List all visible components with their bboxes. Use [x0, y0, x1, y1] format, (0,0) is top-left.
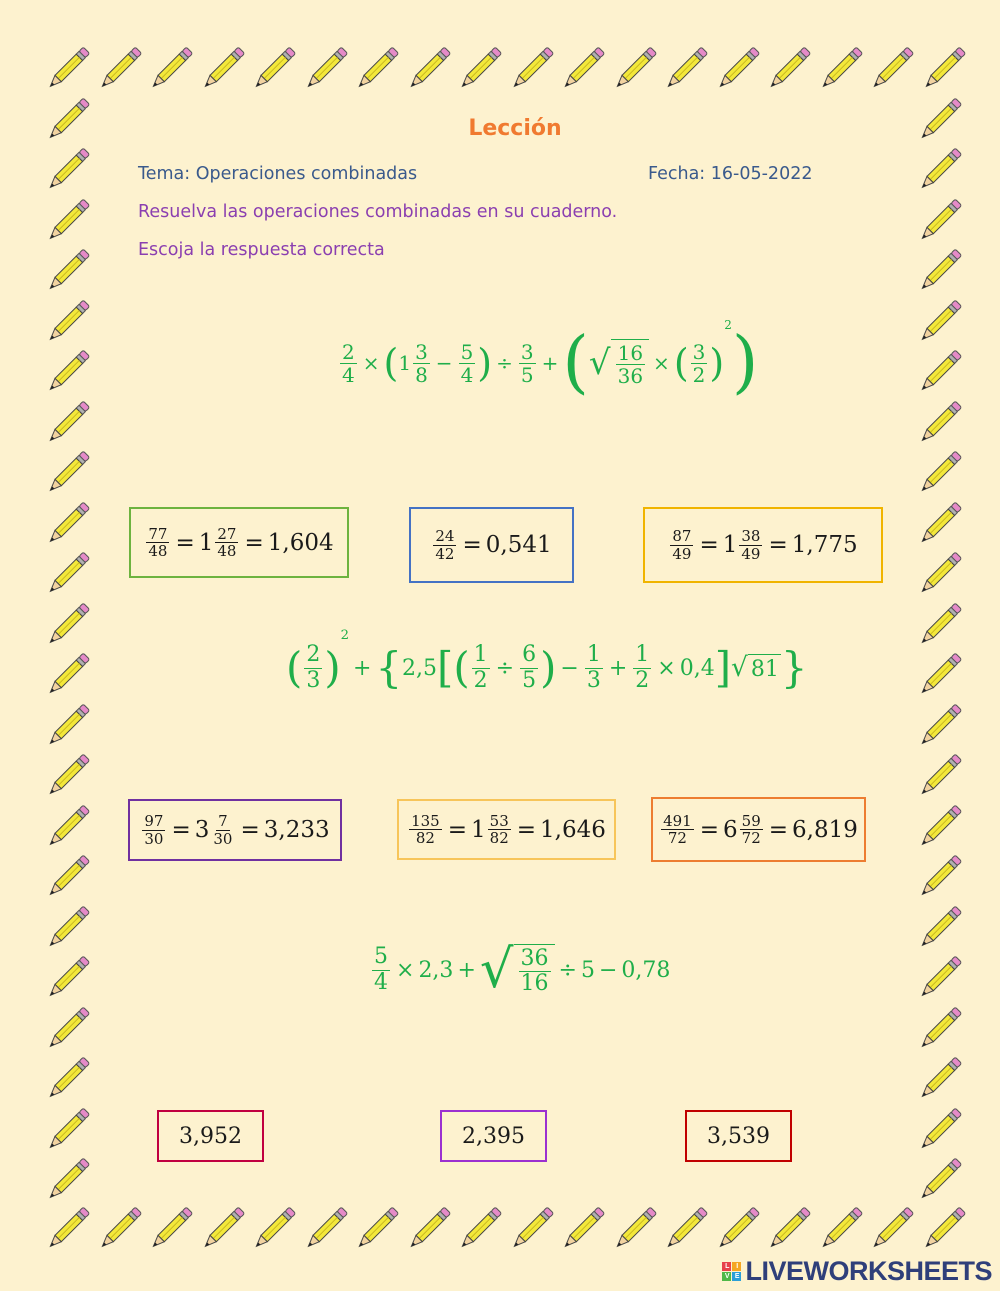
fraction: $\frac{3}{5}$ — [520, 339, 534, 387]
pencil-icon — [90, 1200, 148, 1258]
pencil-icon — [38, 242, 96, 300]
pencil-icon — [38, 40, 96, 98]
liveworksheets-logo — [722, 1256, 992, 1287]
pencil-icon — [910, 899, 968, 957]
pencil-icon — [38, 646, 96, 704]
pencil-icon — [656, 40, 714, 98]
pencil-icon — [502, 1200, 560, 1258]
pencil-icon — [296, 40, 354, 98]
fraction: $\frac{5}{4}$ — [460, 339, 474, 387]
pencil-icon — [910, 495, 968, 553]
exercise-3-expression: $\frac{5}{4}$ × 2,3 + √ $\frac{36}{16}$ ÷ 5 − 0,78 — [374, 939, 671, 1001]
exercise-1-expression: $\frac{2}{4}$ × ( 1 $\frac{3}{8}$ − $\frac{5}{4}$ ) ÷ $\frac{3}{5}$ + ( √ $\frac{16}{36}$ × ( $\frac{3}{2}$ ) 2 ) — [342, 318, 759, 402]
pencil-icon — [910, 343, 968, 401]
pencil-icon — [38, 899, 96, 957]
fraction: $\frac{1}{2}$ — [473, 642, 488, 693]
pencil-icon — [38, 1050, 96, 1108]
pencil-icon — [910, 192, 968, 250]
pencil-icon — [38, 545, 96, 603]
answer-option-1-2[interactable]: $\frac{24}{42}$ = 0,541 — [409, 507, 574, 583]
pencil-icon — [910, 1101, 968, 1159]
fraction: $\frac{2}{4}$ — [342, 339, 355, 387]
pencil-icon — [347, 40, 405, 98]
pencil-icon — [38, 798, 96, 856]
pencil-icon — [759, 40, 817, 98]
pencil-icon — [910, 798, 968, 856]
fraction: $\frac{2}{3}$ — [306, 642, 321, 693]
pencil-icon — [38, 444, 96, 502]
pencil-icon — [862, 40, 920, 98]
pencil-icon — [244, 40, 302, 98]
fraction: $\frac{3}{8}$ — [415, 339, 428, 387]
pencil-icon — [910, 394, 968, 452]
pencil-icon — [910, 545, 968, 603]
pencil-icon — [38, 747, 96, 805]
pencil-icon — [38, 293, 96, 351]
pencil-icon — [553, 40, 611, 98]
pencil-icon — [141, 40, 199, 98]
pencil-icon — [910, 242, 968, 300]
pencil-icon — [910, 141, 968, 199]
pencil-icon — [910, 646, 968, 704]
pencil-icon — [450, 40, 508, 98]
fraction: $\frac{5}{4}$ — [374, 944, 388, 995]
pencil-icon — [38, 1101, 96, 1159]
fraction: $\frac{1}{2}$ — [635, 642, 650, 693]
pencil-icon — [296, 1200, 354, 1258]
pencil-icon — [38, 495, 96, 553]
pencil-icon — [910, 848, 968, 906]
pencil-icon — [38, 596, 96, 654]
answer-option-3-2[interactable]: 2,395 — [440, 1110, 547, 1162]
answer-option-3-1[interactable]: 3,952 — [157, 1110, 264, 1162]
instruction-choose: Escoja la respuesta correcta — [138, 240, 385, 260]
pencil-icon — [910, 747, 968, 805]
fraction: $\frac{1}{3}$ — [586, 642, 601, 693]
pencil-icon — [38, 394, 96, 452]
square-root: √ $\frac{36}{16}$ — [480, 944, 555, 996]
page-title: Lección — [468, 116, 562, 141]
pencil-icon — [708, 1200, 766, 1258]
pencil-icon — [910, 596, 968, 654]
answer-option-2-2[interactable]: $\frac{135}{82}$ = 1 $\frac{53}{82}$ = 1,646 — [397, 799, 616, 860]
pencil-icon — [38, 1151, 96, 1209]
pencil-icon — [910, 1151, 968, 1209]
answer-option-2-3[interactable]: $\frac{491}{72}$ = 6 $\frac{59}{72}$ = 6,819 — [651, 797, 866, 862]
pencil-icon — [605, 1200, 663, 1258]
pencil-icon — [193, 40, 251, 98]
pencil-icon — [811, 40, 869, 98]
exercise-2-expression: ( $\frac{2}{3}$ ) 2 + { 2,5 [ ( $\frac{1}{2}$ ÷ $\frac{6}{5}$ ) − $\frac{1}{3}$ + $\frac{1}{2}$ × 0,4 ] √ 81 } — [286, 628, 808, 693]
pencil-icon — [244, 1200, 302, 1258]
pencil-icon — [502, 40, 560, 98]
pencil-icon — [759, 1200, 817, 1258]
lesson-date: Fecha: 16-05-2022 — [648, 164, 813, 184]
liveworksheets-logo-icon: L I V E — [722, 1262, 741, 1281]
pencil-icon — [193, 1200, 251, 1258]
liveworksheets-wordmark: LIVEWORKSHEETS — [745, 1256, 992, 1286]
answer-option-1-1[interactable]: $\frac{77}{48}$ = 1 $\frac{27}{48}$ = 1,604 — [129, 507, 349, 578]
pencil-icon — [90, 40, 148, 98]
pencil-icon — [38, 343, 96, 401]
pencil-icon — [910, 1050, 968, 1108]
pencil-icon — [141, 1200, 199, 1258]
answer-option-3-3[interactable]: 3,539 — [685, 1110, 792, 1162]
pencil-icon — [399, 1200, 457, 1258]
pencil-icon — [38, 848, 96, 906]
pencil-icon — [38, 1000, 96, 1058]
fraction: $\frac{3}{2}$ — [692, 339, 706, 387]
fraction: $\frac{6}{5}$ — [522, 642, 537, 693]
answer-option-1-3[interactable]: $\frac{87}{49}$ = 1 $\frac{38}{49}$ = 1,775 — [643, 507, 883, 583]
square-root: √ $\frac{16}{36}$ — [589, 339, 649, 387]
pencil-icon — [914, 40, 972, 98]
pencil-icon — [38, 949, 96, 1007]
square-root: √ 81 — [731, 652, 779, 684]
pencil-icon — [910, 1000, 968, 1058]
pencil-icon — [910, 697, 968, 755]
pencil-icon — [399, 40, 457, 98]
instruction-solve: Resuelva las operaciones combinadas en su cuaderno. — [138, 202, 618, 222]
pencil-icon — [910, 444, 968, 502]
pencil-icon — [910, 293, 968, 351]
answer-option-2-1[interactable]: $\frac{97}{30}$ = 3 $\frac{7}{30}$ = 3,233 — [128, 799, 342, 861]
lesson-theme: Tema: Operaciones combinadas — [138, 164, 418, 184]
pencil-icon — [910, 949, 968, 1007]
pencil-icon — [811, 1200, 869, 1258]
pencil-icon — [38, 697, 96, 755]
pencil-icon — [708, 40, 766, 98]
pencil-icon — [38, 192, 96, 250]
pencil-icon — [656, 1200, 714, 1258]
pencil-icon — [38, 141, 96, 199]
pencil-icon — [605, 40, 663, 98]
pencil-icon — [553, 1200, 611, 1258]
pencil-icon — [450, 1200, 508, 1258]
pencil-icon — [347, 1200, 405, 1258]
